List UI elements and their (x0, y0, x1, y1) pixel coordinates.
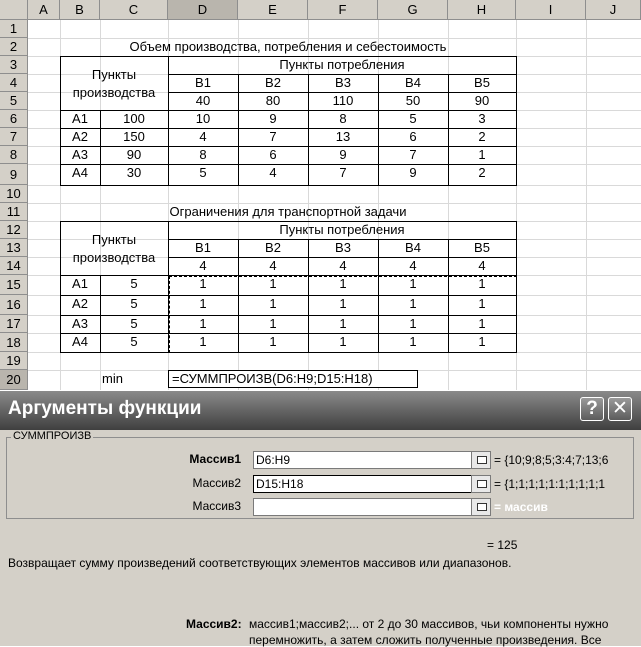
table2-row-supply: 5 (130, 334, 138, 349)
table1-cell: 13 (335, 129, 351, 144)
table1-cell: 7 (339, 165, 347, 180)
arg3-result: = массив (494, 500, 548, 514)
row-header-3[interactable]: 3 (0, 56, 28, 74)
table2-cell: 1 (409, 276, 417, 291)
table1-pp-label2: производства (72, 85, 156, 100)
column-header-f[interactable]: F (308, 0, 378, 20)
table1-consumer-b4: B4 (405, 75, 421, 90)
row-header-11[interactable]: 11 (0, 203, 28, 221)
column-header-g[interactable]: G (378, 0, 448, 20)
table1-demand: 50 (405, 93, 421, 108)
table1-consumer-b3: B3 (335, 75, 351, 90)
table2-demand: 4 (339, 258, 347, 273)
table2-cell: 1 (409, 296, 417, 311)
table-border (60, 56, 61, 185)
table2-cell: 1 (339, 334, 347, 349)
table2-demand: 4 (269, 258, 277, 273)
row-header-18[interactable]: 18 (0, 333, 28, 352)
table2-cell: 1 (269, 276, 277, 291)
table1-consumer-b5: B5 (474, 75, 490, 90)
row-header-4[interactable]: 4 (0, 74, 28, 92)
table-border (168, 92, 516, 93)
table1-cell: 6 (269, 147, 277, 162)
table2-cell: 1 (339, 296, 347, 311)
table2-cell: 1 (409, 316, 417, 331)
table2-pp-label: Пункты (91, 232, 137, 247)
arg3-collapse-button[interactable] (471, 498, 491, 516)
table2-row-name: A1 (72, 276, 88, 291)
column-header-b[interactable]: B (60, 0, 100, 20)
table2-cell: 1 (199, 316, 207, 331)
row-header-12[interactable]: 12 (0, 221, 28, 239)
table2-demand: 4 (478, 258, 486, 273)
table1-cell: 2 (478, 129, 486, 144)
table-border (448, 74, 449, 185)
table-border (238, 74, 239, 185)
column-header-a[interactable]: A (28, 0, 60, 20)
table2-pc-label: Пункты потребления (279, 222, 405, 237)
table2-row-supply: 5 (130, 276, 138, 291)
row-header-8[interactable]: 8 (0, 146, 28, 164)
table1-row-name: A3 (72, 147, 88, 162)
table2-demand: 4 (199, 258, 207, 273)
function-name-label: СУММПРОИЗВ (13, 430, 92, 442)
arg3-input[interactable] (253, 498, 491, 516)
table1-row-supply: 30 (126, 165, 142, 180)
table1-cell: 3 (478, 111, 486, 126)
table1-cell: 5 (409, 111, 417, 126)
table2-row-name: A2 (72, 296, 88, 311)
table1-cell: 9 (409, 165, 417, 180)
table-border (60, 221, 517, 222)
table2-row-name: A3 (72, 316, 88, 331)
row-header-1[interactable]: 1 (0, 20, 28, 38)
table2-cell: 1 (409, 334, 417, 349)
gridline-vertical (586, 20, 587, 390)
table2-cell: 1 (478, 334, 486, 349)
column-header-e[interactable]: E (238, 0, 308, 20)
column-header-h[interactable]: H (448, 0, 516, 20)
table2-consumer-b4: B4 (405, 240, 421, 255)
table1-cell: 8 (199, 147, 207, 162)
close-button[interactable]: ✕ (608, 397, 632, 421)
table1-cell: 4 (199, 129, 207, 144)
table1-demand: 90 (474, 93, 490, 108)
table1-cell: 5 (199, 165, 207, 180)
arg2-collapse-button[interactable] (471, 475, 491, 493)
row-header-2[interactable]: 2 (0, 38, 28, 56)
copy-marquee (169, 276, 517, 353)
help-button[interactable]: ? (580, 397, 604, 421)
arg2-result: = {1;1;1;1;1:1;1;1;1;1 (494, 477, 606, 491)
column-header-c[interactable]: C (100, 0, 168, 20)
table1-row-name: A2 (72, 129, 88, 144)
arg3-label: Массив3 (192, 499, 241, 513)
function-result: = 125 (487, 538, 518, 552)
help-text-line1: массив1;массив2;... от 2 до 30 массивов, чьи компоненты нужно (249, 617, 609, 631)
row-header-16[interactable]: 16 (0, 295, 28, 315)
arguments-group (6, 430, 634, 519)
table1-cell: 6 (409, 129, 417, 144)
min-label: min (102, 371, 123, 386)
table-border (100, 275, 101, 352)
table2-title: Ограничения для транспортной задачи (169, 204, 407, 219)
table1-demand: 110 (332, 93, 354, 108)
help-text-line2: перемножить, а затем сложить полученные произведения. Все (249, 633, 602, 647)
help-arg-label: Массив2: (186, 617, 242, 631)
table-border (516, 56, 517, 186)
table1-pp-label: Пункты (91, 67, 137, 82)
arg1-result: = {10;9;8;5;3:4;7;13;6 (494, 453, 609, 467)
row-header-14[interactable]: 14 (0, 257, 28, 275)
table2-cell: 1 (478, 276, 486, 291)
table-border (100, 110, 101, 185)
table2-cell: 1 (199, 276, 207, 291)
table1-cell: 1 (478, 147, 486, 162)
row-header-15[interactable]: 15 (0, 275, 28, 295)
column-header-i[interactable]: I (516, 0, 586, 20)
row-header-20[interactable]: 20 (0, 370, 28, 390)
table1-demand: 80 (265, 93, 281, 108)
dialog-title: Аргументы функции (8, 398, 202, 419)
table2-consumer-b1: B1 (195, 240, 211, 255)
table2-cell: 1 (199, 296, 207, 311)
table2-cell: 1 (269, 316, 277, 331)
table-border (60, 185, 516, 186)
dialog-titlebar[interactable] (0, 391, 641, 430)
arg2-label: Массив2 (192, 476, 241, 490)
table1-consumer-b2: B2 (265, 75, 281, 90)
table1-cell: 8 (339, 111, 347, 126)
row-header-10[interactable]: 10 (0, 185, 28, 203)
table1-cell: 2 (478, 165, 486, 180)
table-border (168, 257, 516, 258)
function-arguments-dialog (0, 390, 641, 646)
row-header-5[interactable]: 5 (0, 92, 28, 110)
table1-pc-label: Пункты потребления (279, 57, 405, 72)
row-header-7[interactable]: 7 (0, 128, 28, 146)
table2-cell: 1 (339, 276, 347, 291)
table1-row-name: A1 (72, 111, 88, 126)
table1-consumer-b1: B1 (195, 75, 211, 90)
table2-cell: 1 (199, 334, 207, 349)
table2-cell: 1 (478, 316, 486, 331)
table2-row-supply: 5 (130, 296, 138, 311)
row-header-9[interactable]: 9 (0, 164, 28, 185)
table-border (308, 74, 309, 185)
table2-cell: 1 (478, 296, 486, 311)
formula-cell[interactable]: =СУММПРОИЗВ(D6:H9;D15:H18) (168, 370, 418, 388)
table1-cell: 7 (269, 129, 277, 144)
arg1-input[interactable]: D6:H9 (253, 451, 491, 469)
table1-row-supply: 90 (126, 147, 142, 162)
table-border (168, 56, 169, 185)
column-header-j[interactable]: J (586, 0, 641, 20)
table-border (168, 74, 516, 75)
table1-row-supply: 150 (123, 129, 145, 144)
table1-row-supply: 100 (123, 111, 145, 126)
arg1-label: Массив1 (189, 452, 241, 466)
table2-pp-label2: производства (72, 250, 156, 265)
select-all-corner[interactable] (0, 0, 28, 20)
row-header-6[interactable]: 6 (0, 110, 28, 128)
table-border (378, 74, 379, 185)
row-header-13[interactable]: 13 (0, 239, 28, 257)
table2-cell: 1 (339, 316, 347, 331)
table1-row-name: A4 (72, 165, 88, 180)
table1-cell: 10 (195, 111, 211, 126)
table-border (168, 239, 516, 240)
table1-demand: 40 (195, 93, 211, 108)
arg2-input[interactable]: D15:H18 (253, 475, 491, 493)
function-description: Возвращает сумму произведений соответствующих элементов массивов или диапазонов. (8, 556, 512, 570)
table1-cell: 4 (269, 165, 277, 180)
table2-row-name: A4 (72, 334, 88, 349)
table1-cell: 9 (339, 147, 347, 162)
table1-cell: 7 (409, 147, 417, 162)
table1-title: Объем производства, потребления и себестоимость (129, 39, 447, 54)
table2-consumer-b5: B5 (474, 240, 490, 255)
table2-cell: 1 (269, 296, 277, 311)
table2-consumer-b2: B2 (265, 240, 281, 255)
table2-row-supply: 5 (130, 316, 138, 331)
row-header-19[interactable]: 19 (0, 352, 28, 370)
table-border (60, 56, 517, 57)
table2-consumer-b3: B3 (335, 240, 351, 255)
table2-demand: 4 (409, 258, 417, 273)
table1-cell: 9 (269, 111, 277, 126)
column-header-d[interactable]: D (168, 0, 238, 20)
row-header-17[interactable]: 17 (0, 315, 28, 333)
arg1-collapse-button[interactable] (471, 451, 491, 469)
table2-cell: 1 (269, 334, 277, 349)
